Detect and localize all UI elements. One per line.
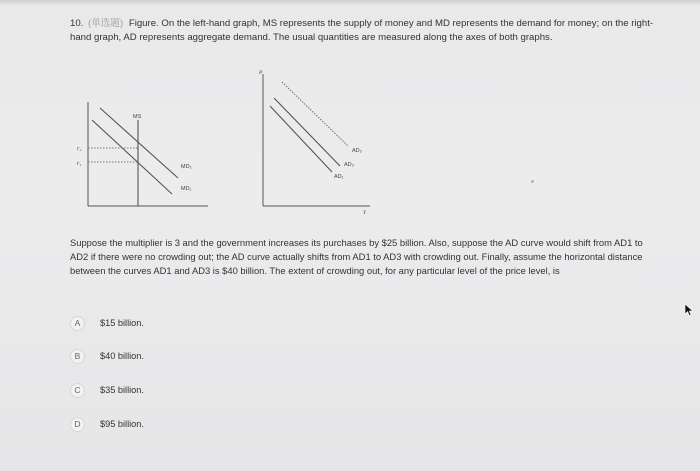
ad2-curve (282, 82, 348, 146)
screen-speck (531, 180, 534, 183)
choice-a-letter[interactable]: A (70, 316, 85, 331)
question-type-tag: (单选题) (88, 18, 124, 29)
choice-a[interactable] (70, 314, 144, 332)
choice-d[interactable] (70, 415, 144, 433)
r2-label: r₂ (77, 146, 82, 152)
question-stem (70, 17, 655, 45)
choice-d-text[interactable]: $95 billion. (100, 419, 144, 429)
money-market-graph (77, 102, 208, 206)
md2-label: MD₂ (181, 164, 192, 170)
ad1-label: AD₁ (334, 174, 344, 180)
question-number: 10. (70, 18, 84, 29)
ad2-label: AD₂ (352, 148, 362, 154)
choice-a-text[interactable]: $15 billion. (100, 318, 144, 328)
md1-label: MD₁ (181, 186, 192, 192)
aggregate-demand-graph (258, 70, 370, 216)
choice-b-text[interactable]: $40 billion. (100, 351, 144, 361)
choice-b[interactable] (70, 347, 144, 365)
choice-c[interactable] (70, 381, 144, 399)
choice-c-text[interactable]: $35 billion. (100, 385, 144, 395)
question-text: Figure. On the left-hand graph, MS represents the supply of money and MD represents the demand for money; on the right-hand graph, AD represents aggregate demand. The usual quantities are measured along the axes of both graphs. (70, 18, 654, 43)
output-axis-label: Y (363, 210, 367, 216)
choice-d-letter[interactable]: D (70, 417, 85, 432)
ad3-curve (274, 98, 340, 166)
choice-c-letter[interactable]: C (70, 383, 85, 398)
ad3-label: AD₃ (344, 162, 354, 168)
ad1-curve (270, 106, 332, 172)
r1-label: r₁ (77, 161, 82, 167)
md1-curve (92, 120, 172, 194)
screen-top-edge (0, 0, 700, 6)
scenario-text: Suppose the multiplier is 3 and the government increases its purchases by $25 billion. Also, suppose the AD curve would shift from AD1 to AD2 if there were no crowding out; the AD curve actually shifts from AD1 to AD3 with crowding out. Finally, assume the horizontal distance between the curves AD1 and AD3 is $40 billion. The extent of crowding out, for any particular level of the price level, is (70, 237, 643, 277)
money-market-and-ad-figure (60, 62, 380, 222)
ms-label: MS (133, 114, 142, 120)
mouse-pointer-icon (684, 303, 694, 317)
price-level-axis-label: P (259, 70, 263, 76)
choice-b-letter[interactable]: B (70, 349, 85, 364)
